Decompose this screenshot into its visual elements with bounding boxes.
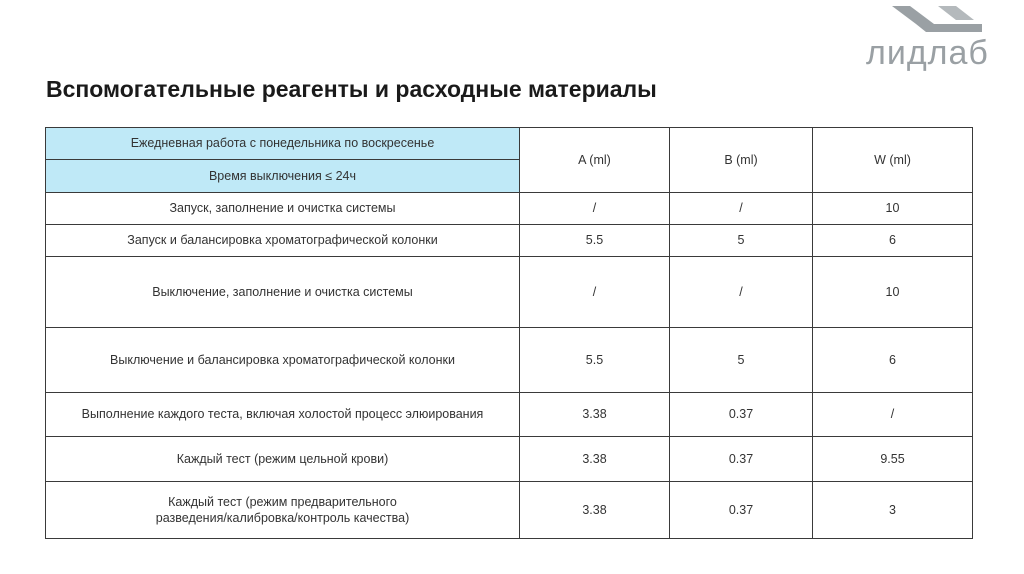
row-value-b: 0.37 (670, 393, 813, 437)
row-value-w: 3 (813, 482, 973, 539)
table-row (46, 482, 973, 539)
row-value-w: 9.55 (813, 437, 973, 482)
row-value-w: 10 (813, 257, 973, 328)
row-label: Выполнение каждого теста, включая холостой процесс элюирования (46, 393, 520, 437)
row-value-b: 0.37 (670, 437, 813, 482)
company-logo (862, 6, 1018, 72)
row-label: Каждый тест (режим предварительного разведения/калибровка/контроль качества) (46, 482, 520, 539)
row-value-b: / (670, 193, 813, 225)
table-row (46, 437, 973, 482)
row-value-w: 6 (813, 225, 973, 257)
header-schedule: Ежедневная работа с понедельника по воскресенье (46, 128, 520, 160)
table-row (46, 393, 973, 437)
header-col-a: A (ml) (520, 128, 670, 193)
row-value-a: 3.38 (520, 393, 670, 437)
row-value-a: / (520, 257, 670, 328)
page-title: Вспомогательные реагенты и расходные материалы (46, 76, 657, 102)
table-row (46, 225, 973, 257)
header-shutdown-time: Время выключения ≤ 24ч (46, 160, 520, 193)
header-col-b: B (ml) (670, 128, 813, 193)
row-value-a: / (520, 193, 670, 225)
row-label: Выключение, заполнение и очистка системы (46, 257, 520, 328)
row-value-a: 3.38 (520, 482, 670, 539)
logo-text: лидлаб (866, 34, 989, 72)
table-header-row (46, 128, 973, 160)
table-row (46, 257, 973, 328)
row-label: Запуск и балансировка хроматографической колонки (46, 225, 520, 257)
row-value-w: 10 (813, 193, 973, 225)
table-row (46, 328, 973, 393)
row-value-a: 5.5 (520, 328, 670, 393)
row-value-b: 5 (670, 225, 813, 257)
row-value-w: / (813, 393, 973, 437)
table-row (46, 193, 973, 225)
header-col-w: W (ml) (813, 128, 973, 193)
row-value-a: 3.38 (520, 437, 670, 482)
row-label: Выключение и балансировка хроматографической колонки (46, 328, 520, 393)
row-value-b: 5 (670, 328, 813, 393)
row-value-a: 5.5 (520, 225, 670, 257)
row-value-b: 0.37 (670, 482, 813, 539)
row-label: Каждый тест (режим цельной крови) (46, 437, 520, 482)
reagents-table (45, 127, 973, 539)
row-value-w: 6 (813, 328, 973, 393)
row-label: Запуск, заполнение и очистка системы (46, 193, 520, 225)
row-value-b: / (670, 257, 813, 328)
